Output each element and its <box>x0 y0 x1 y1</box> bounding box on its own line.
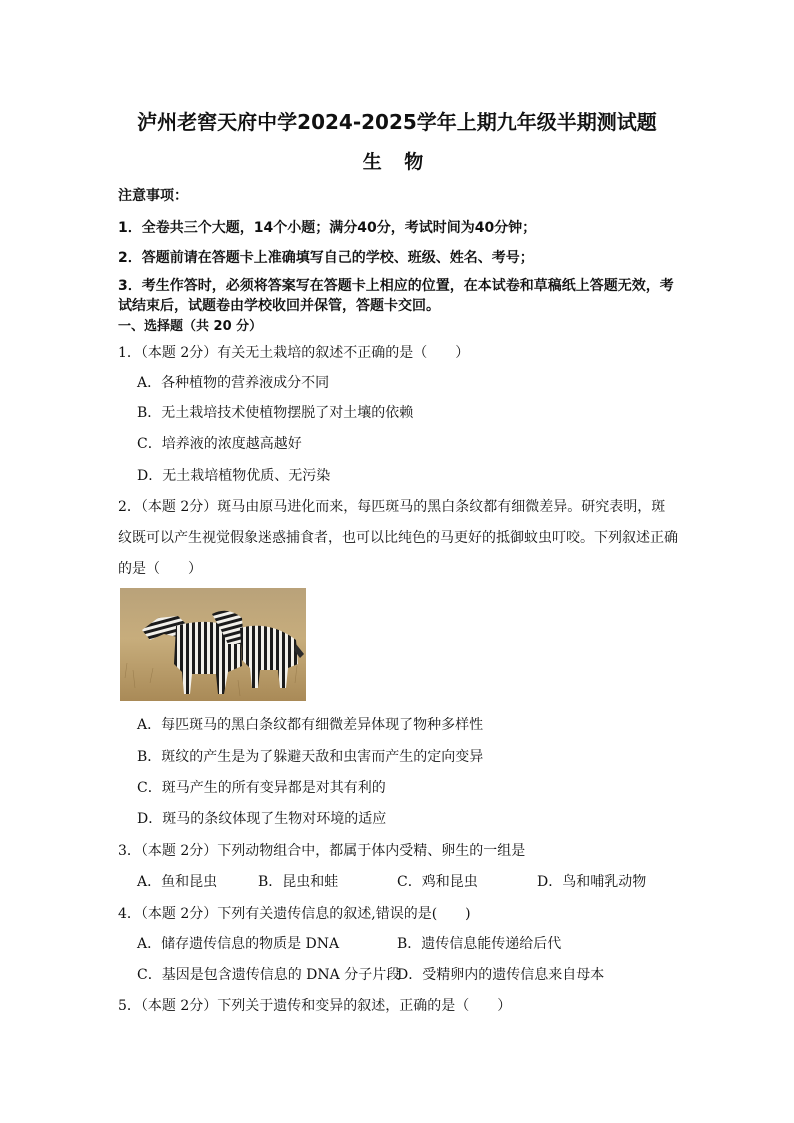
note-item-3: 3．考生作答时，必须将答案写在答题卡上相应的位置，在本试卷和草稿纸上答题无效，考试结束后，试题卷由学校收回并保管，答题卡交回。 <box>118 278 674 314</box>
question-4-stem: 4．（本题 2分）下列有关遗传信息的叙述,错误的是( ) <box>118 906 471 922</box>
note-item-1: 1．全卷共三个大题，14个小题；满分40分，考试时间为40分钟； <box>118 220 537 236</box>
q2-option-d: D．斑马的条纹体现了生物对环境的适应 <box>137 811 387 827</box>
q1-option-b: B．无土栽培技术使植物摆脱了对土壤的依赖 <box>137 405 414 421</box>
note-item-2: 2．答题前请在答题卡上准确填写自己的学校、班级、姓名、考号； <box>118 250 534 266</box>
question-2-stem-line-3: 的是（ ） <box>118 561 202 577</box>
notes-heading: 注意事项： <box>118 188 188 204</box>
q4-option-a: A．储存遗传信息的物质是 DNA <box>137 936 340 952</box>
q3-option-b: B．昆虫和蛙 <box>258 874 339 890</box>
q1-option-a: A．各种植物的营养液成分不同 <box>137 375 330 391</box>
exam-title: 泸州老窖天府中学2024-2025学年上期九年级半期测试题 <box>137 110 657 134</box>
question-2-stem-line-1: 2．（本题 2分）斑马由原马进化而来，每匹斑马的黑白条纹都有细微差异。研究表明，斑 <box>118 499 666 515</box>
q1-option-c: C．培养液的浓度越高越好 <box>137 436 302 452</box>
zebra-photo <box>120 588 306 701</box>
question-1-stem: 1．（本题 2分）有关无土栽培的叙述不正确的是（ ） <box>118 345 470 361</box>
q3-option-d: D．鸟和哺乳动物 <box>537 874 647 890</box>
q3-option-a: A．鱼和昆虫 <box>137 874 218 890</box>
q3-option-c: C．鸡和昆虫 <box>397 874 478 890</box>
q2-option-c: C．斑马产生的所有变异都是对其有利的 <box>137 780 386 796</box>
q4-option-b: B．遗传信息能传递给后代 <box>397 936 562 952</box>
q2-option-a: A．每匹斑马的黑白条纹都有细微差异体现了物种多样性 <box>137 717 484 733</box>
subject-title: 生 物 <box>362 151 432 173</box>
question-5-stem: 5．（本题 2分）下列关于遗传和变异的叙述，正确的是（ ） <box>118 998 512 1014</box>
q4-option-c: C．基因是包含遗传信息的 DNA 分子片段 <box>137 967 401 983</box>
question-3-stem: 3．（本题 2分）下列动物组合中，都属于体内受精、卵生的一组是 <box>118 843 526 859</box>
q2-option-b: B．斑纹的产生是为了躲避天敌和虫害而产生的定向变异 <box>137 749 484 765</box>
question-2-stem-line-2: 纹既可以产生视觉假象迷惑捕食者，也可以比纯色的马更好的抵御蚊虫叮咬。下列叙述正确 <box>118 530 678 546</box>
section-heading: 一、选择题（共 20 分） <box>118 319 263 334</box>
q4-option-d: D．受精卵内的遗传信息来自母本 <box>397 967 605 983</box>
q1-option-d: D．无土栽培植物优质、无污染 <box>137 468 331 484</box>
